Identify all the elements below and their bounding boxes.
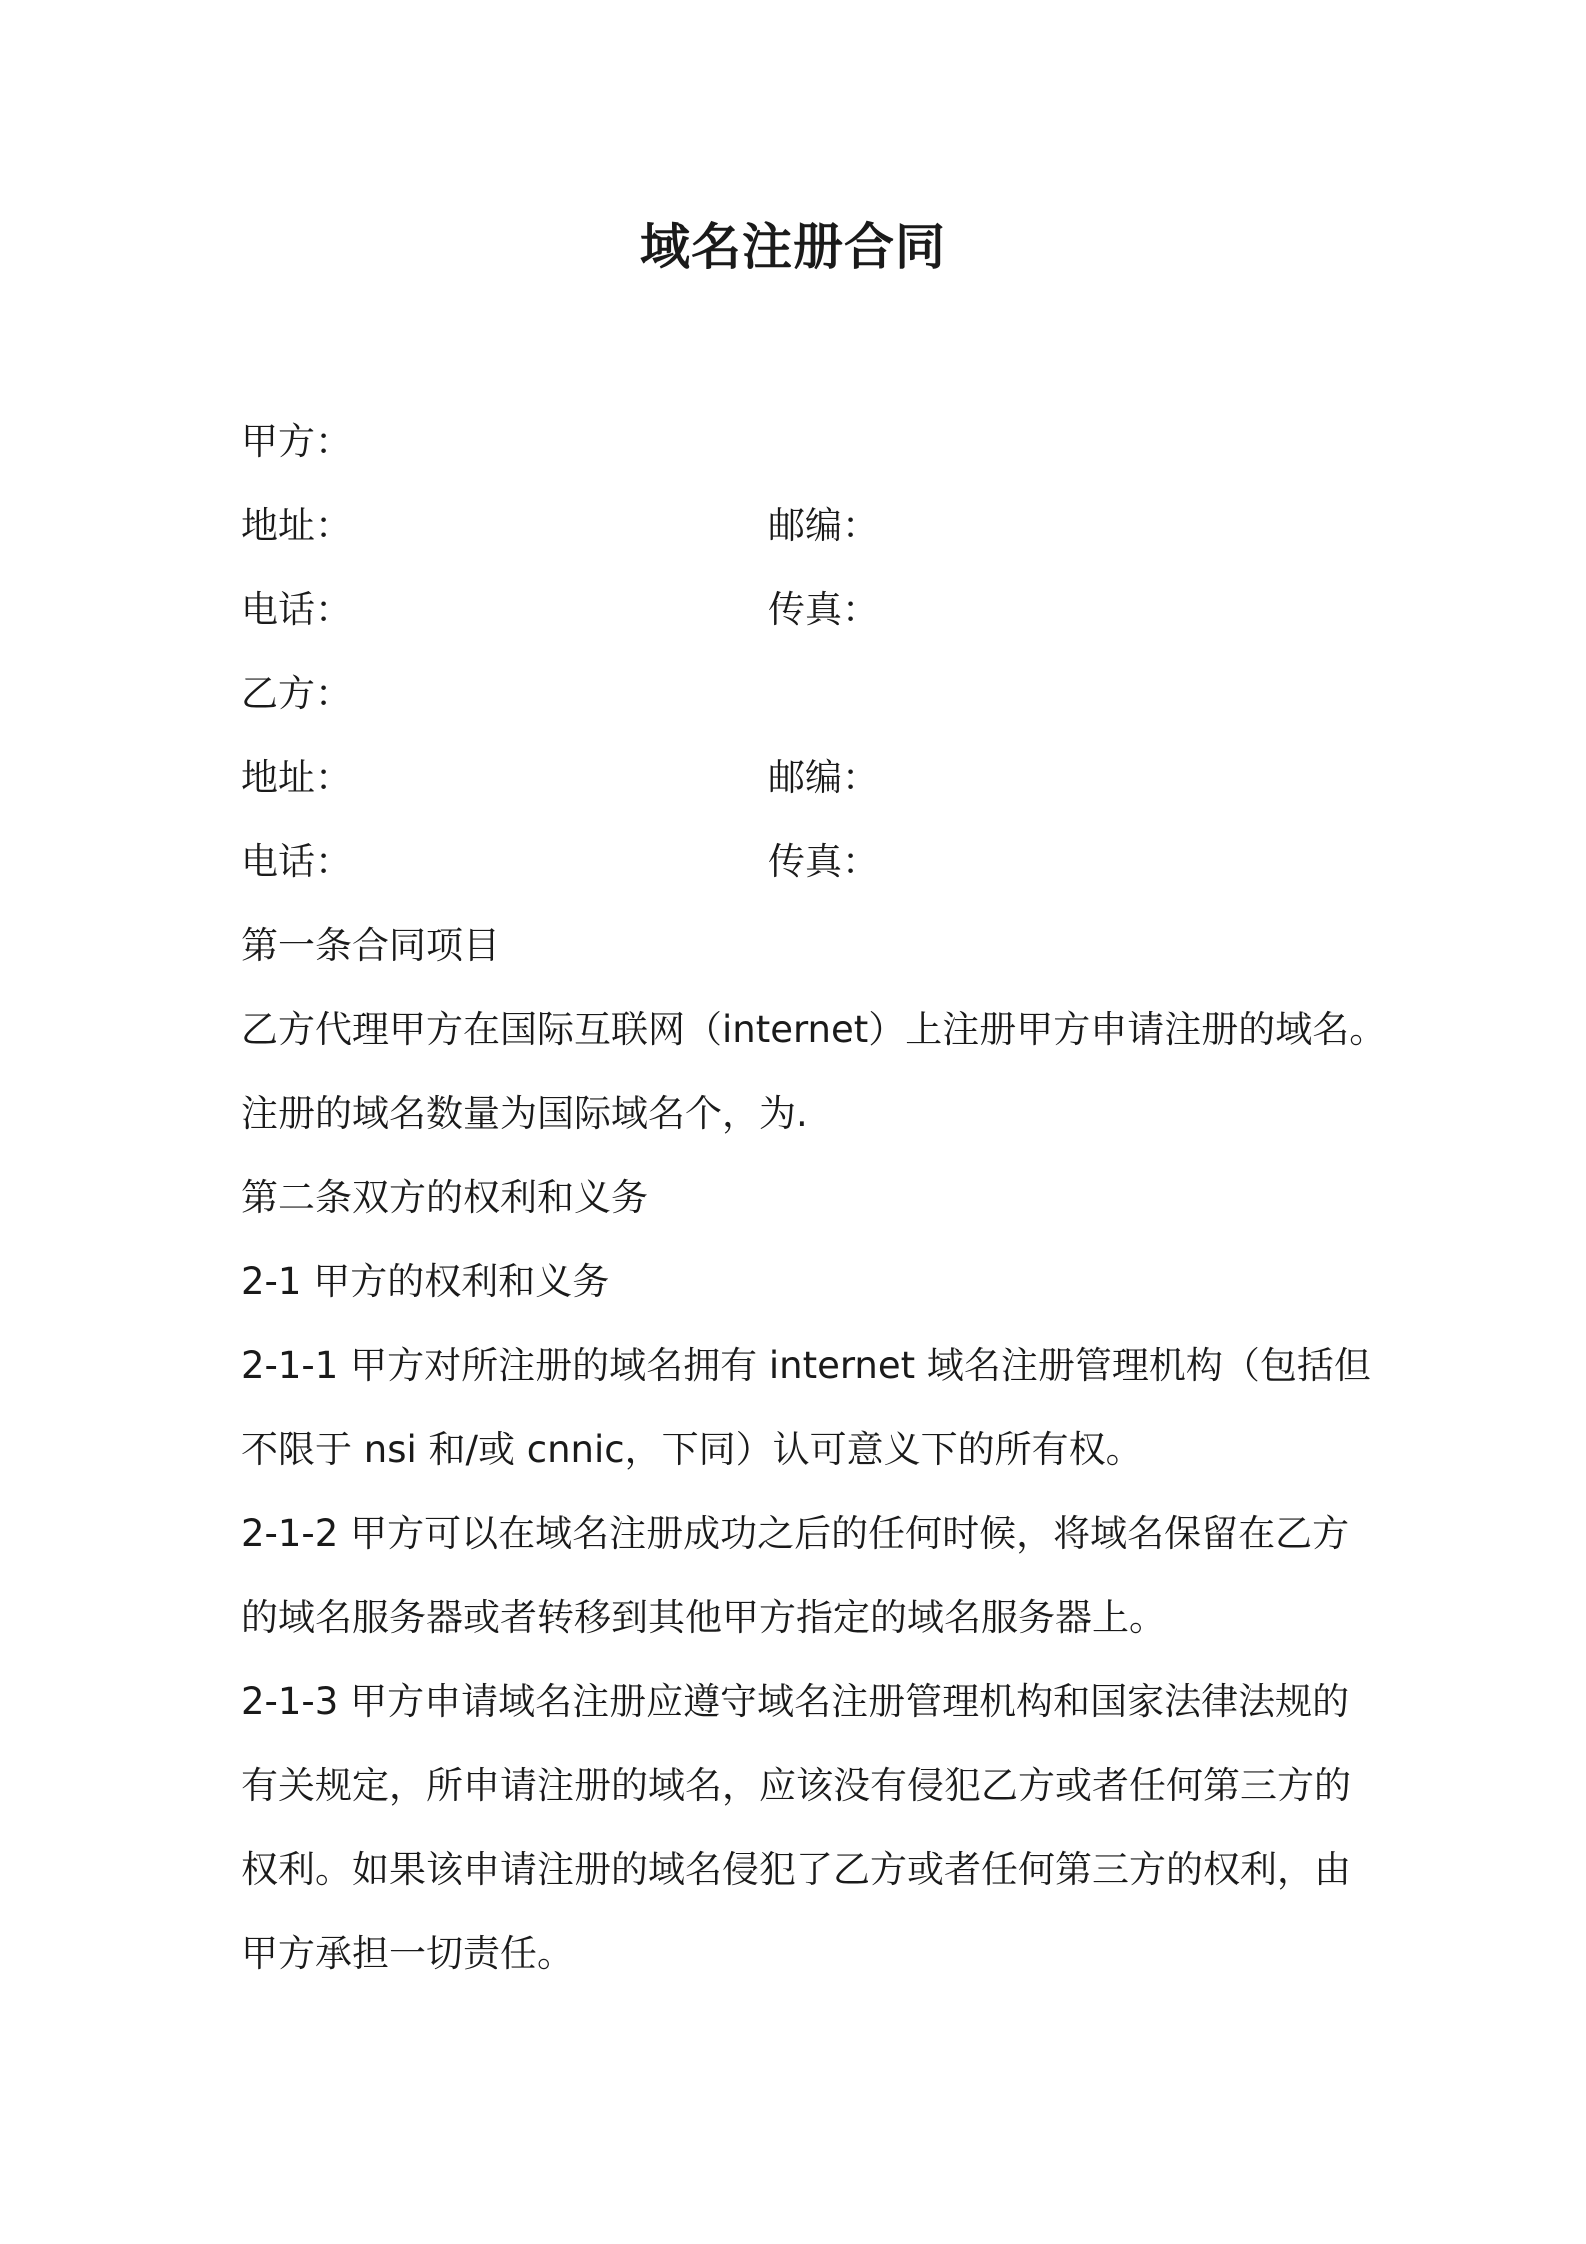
subsection-heading: 2-1 甲方的权利和义务 (241, 1260, 610, 1303)
paragraph-line: 注册的域名数量为国际域名个，为. (241, 1092, 808, 1135)
section-1-heading: 第一条合同项目 (241, 924, 500, 967)
paragraph-line: 乙方代理甲方在国际互联网（internet）上注册甲方申请注册的域名。 (241, 1008, 1387, 1051)
party-a-address-row (241, 484, 1361, 568)
party-a-fax-label: 传真： (768, 588, 879, 631)
section-2-heading: 第二条双方的权利和义务 (241, 1176, 648, 1219)
paragraph-line: 的域名服务器或者转移到其他甲方指定的域名服务器上。 (241, 1596, 1166, 1639)
paragraph-line: 有关规定，所申请注册的域名，应该没有侵犯乙方或者任何第三方的 (241, 1764, 1351, 1807)
party-a-phone-label: 电话： (241, 588, 352, 631)
paragraph-line: 甲方承担一切责任。 (241, 1932, 574, 1975)
party-a-label: 甲方： (241, 420, 352, 463)
document-body (241, 400, 1387, 1996)
party-b-phone-label: 电话： (241, 840, 352, 883)
party-b-phone-row (241, 820, 1361, 904)
party-b-fax-label: 传真： (768, 840, 879, 883)
party-b-address-row (241, 736, 1361, 820)
paragraph-line: 不限于 nsi 和/或 cnnic，下同）认可意义下的所有权。 (241, 1428, 1143, 1471)
paragraph-line: 2-1-1 甲方对所注册的域名拥有 internet 域名注册管理机构（包括但 (241, 1344, 1371, 1387)
paragraph-line: 2-1-2 甲方可以在域名注册成功之后的任何时候，将域名保留在乙方 (241, 1512, 1350, 1555)
party-a-address-label: 地址： (241, 504, 352, 547)
party-b-address-label: 地址： (241, 756, 352, 799)
paragraph-line: 2-1-3 甲方申请域名注册应遵守域名注册管理机构和国家法律法规的 (241, 1680, 1350, 1723)
party-a-phone-row (241, 568, 1361, 652)
party-b-postcode-label: 邮编： (768, 756, 879, 799)
document-title: 域名注册合同 (640, 218, 946, 276)
party-b-label: 乙方： (241, 672, 352, 715)
paragraph-line: 权利。如果该申请注册的域名侵犯了乙方或者任何第三方的权利，由 (241, 1848, 1351, 1891)
party-a-postcode-label: 邮编： (768, 504, 879, 547)
